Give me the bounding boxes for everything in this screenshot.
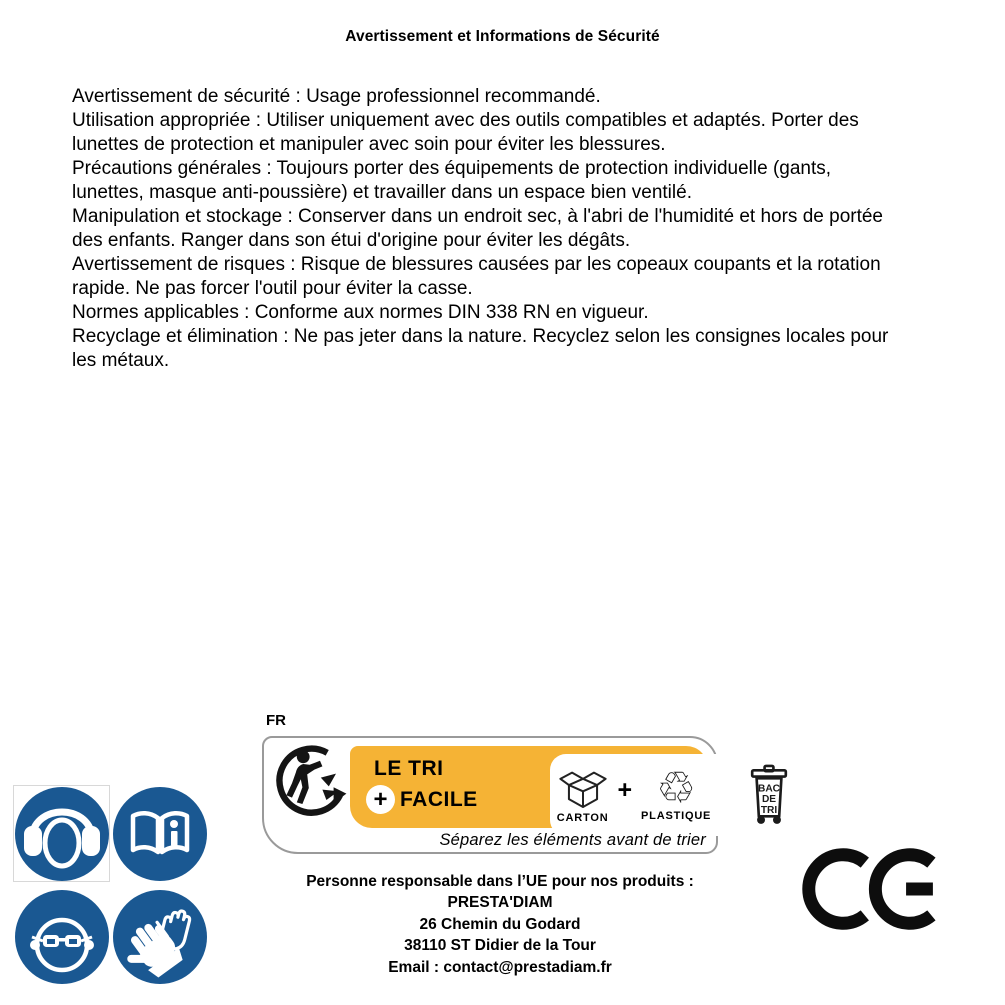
material-carton [557,767,609,824]
responsible-block [250,871,750,978]
plastic-recycling-icon: ♲ [656,763,696,813]
material-label: CARTON [556,811,609,824]
company-name: PRESTA'DIAM [447,894,553,912]
safety-text-line: les métaux. [72,350,170,371]
materials-plus: + [617,775,633,804]
safety-text-line: Précautions générales : Toujours porter des équipements de protection individuelle (gants, [72,158,832,179]
label-footer: Séparez les éléments avant de trier [439,831,706,849]
safety-text-line: Utilisation appropriée : Utiliser uniquement avec des outils compatibles et adaptés. Porter des [72,110,859,131]
responsible-line: Personne responsable dans l’UE pour nos produits : [306,873,694,890]
safety-text-line: lunettes, masque anti-poussière) et travailler dans un espace bien ventilé. [72,182,692,203]
safety-text-line: Recyclage et élimination : Ne pas jeter dans la nature. Recyclez selon les consignes locales pour [72,326,889,347]
safety-text-line: Avertissement de risques : Risque de blessures causées par les copeaux coupants et la rotation [72,254,881,275]
address-line: 26 Chemin du Godard [419,915,581,933]
bin-text-line: DE [761,794,777,806]
bin-text-line: TRI [760,804,778,816]
materials-band [550,754,724,836]
country-code-label: FR [266,712,286,729]
protective-gloves-icon [112,889,208,985]
band-arrow-tip [724,754,740,836]
safety-text-line: Manipulation et stockage : Conserver dans un endroit sec, à l'abri de l'humidité et hors de portée [72,206,883,227]
tri-facile-panel [350,746,781,828]
address-line: 38110 ST Didier de la Tour [404,937,596,955]
recycling-sorting-label [262,736,781,854]
bin-text-line: BAC [757,783,781,795]
tri-facile-headline-2: FACILE [400,788,478,811]
page-title: Avertissement et Informations de Sécurité [345,28,660,45]
material-label: PLASTIQUE [641,809,712,822]
ce-mark-icon [796,839,944,939]
safety-text-line: Avertissement de sécurité : Usage professionnel recommandé. [72,86,601,107]
safety-text-line: rapide. Ne pas forcer l'outil pour éviter la casse. [72,278,473,299]
safety-text-line: Normes applicables : Conforme aux normes DIN 338 RN en vigueur. [72,302,649,323]
read-manual-icon [112,786,208,882]
plus-glyph: + [373,785,388,813]
sorting-bin-icon [746,758,792,834]
eye-protection-icon [14,889,110,985]
email-line: Email : contact@prestadiam.fr [388,958,612,976]
plus-icon [366,785,395,814]
tri-facile-headline: LE TRI [374,757,444,780]
ear-protection-icon [14,786,110,882]
safety-text-line: lunettes de protection et manipuler avec soin pour éviter les blessures. [72,134,666,155]
carton-icon [558,767,608,811]
safety-text-block [72,85,888,373]
safety-text-line: des enfants. Ranger dans son étui d'origine pour éviter les dégâts. [72,230,631,251]
material-plastique [641,763,712,822]
triman-icon [276,744,348,824]
